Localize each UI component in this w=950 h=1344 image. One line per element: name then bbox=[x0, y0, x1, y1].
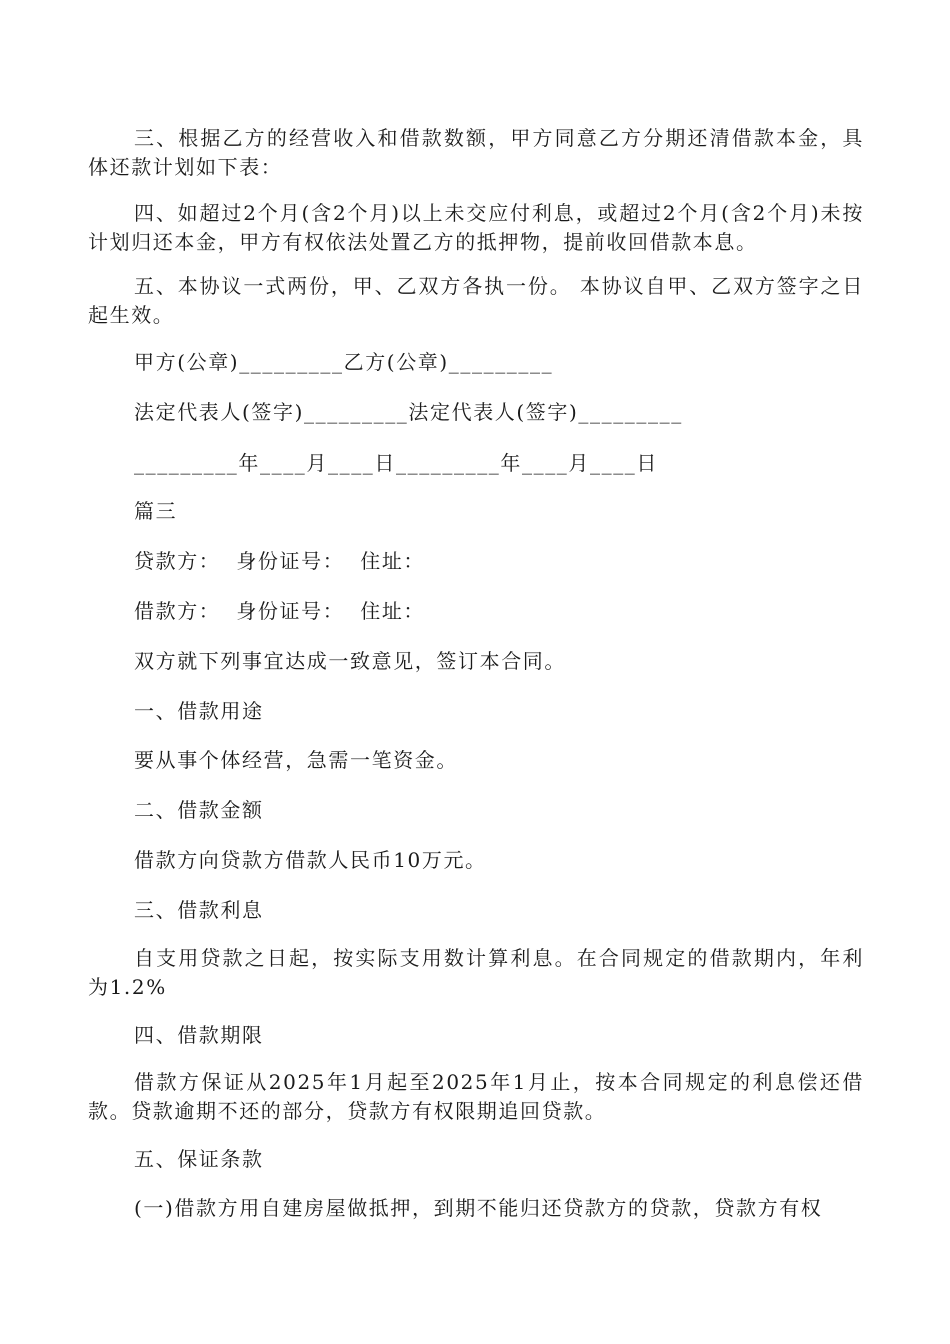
heading-loan-purpose: 一、借款用途 bbox=[134, 699, 264, 723]
text-loan-term: 借款方保证从2025年1月起至2025年1月止，按本合同规定的利息偿还借款。贷款逾期不还的部分，贷款方有权限期追回贷款。 bbox=[88, 1070, 864, 1123]
text-guarantee-clause-1: (一)借款方用自建房屋做抵押，到期不能归还贷款方的贷款，贷款方有权 bbox=[134, 1196, 823, 1220]
heading-loan-amount: 二、借款金额 bbox=[134, 798, 264, 822]
heading-guarantee: 五、保证条款 bbox=[134, 1147, 264, 1171]
text-loan-interest: 自支用贷款之日起，按实际支用数计算利息。在合同规定的借款期内，年利为1.2% bbox=[88, 946, 864, 999]
signature-seal-line: 甲方(公章)_________乙方(公章)_________ bbox=[134, 350, 554, 374]
clause-copies: 五、本协议一式两份，甲、乙双方各执一份。 本协议自甲、乙双方签字之日起生效。 bbox=[88, 274, 864, 327]
signature-representative-line: 法定代表人(签字)_________法定代表人(签字)_________ bbox=[134, 400, 683, 424]
signature-date-line: _________年____月____日_________年____月____日 bbox=[134, 451, 658, 475]
agreement-intro: 双方就下列事宜达成一致意见，签订本合同。 bbox=[134, 649, 566, 673]
heading-loan-interest: 三、借款利息 bbox=[134, 898, 264, 922]
clause-default: 四、如超过2个月(含2个月)以上未交应付利息，或超过2个月(含2个月)未按计划归还本金，甲方有权依法处置乙方的抵押物，提前收回借款本息。 bbox=[88, 201, 864, 254]
heading-loan-term: 四、借款期限 bbox=[134, 1023, 264, 1047]
clause-repayment-plan: 三、根据乙方的经营收入和借款数额，甲方同意乙方分期还清借款本金，具体还款计划如下表： bbox=[88, 126, 864, 179]
borrower-info-line: 借款方： 身份证号： 住址： bbox=[134, 599, 426, 623]
text-loan-amount: 借款方向贷款方借款人民币10万元。 bbox=[134, 848, 487, 872]
lender-info-line: 贷款方： 身份证号： 住址： bbox=[134, 549, 426, 573]
section-heading: 篇三 bbox=[134, 499, 178, 523]
text-loan-purpose: 要从事个体经营，急需一笔资金。 bbox=[134, 748, 458, 772]
